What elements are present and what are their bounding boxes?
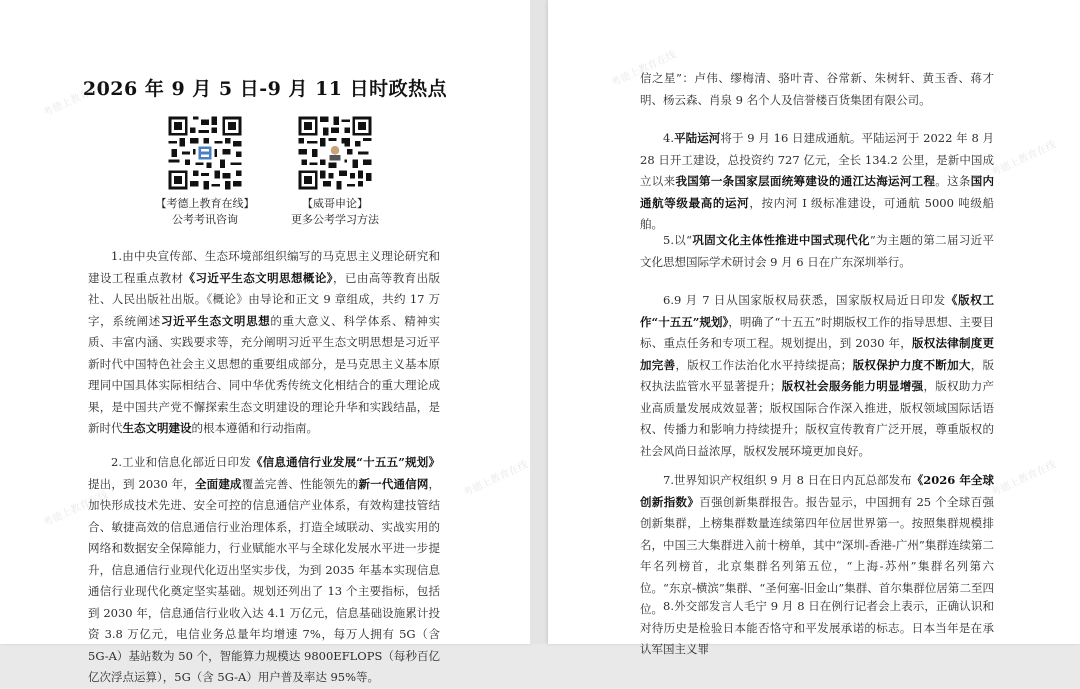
text-run: 的重大意义、科学体系、精神实质、丰富内涵、实践要求等，充分阐明习近平生态文明思想是习近平新时代中国特色社会主义思想的重要组成部分，是马克思主义基本原理同中国具体实际相结合、同中华优秀传统文化相结合的重大理论成果，是中国共产党不懈探索生态文明建设的理论升华和实践结晶，是新时代 xyxy=(88,313,441,435)
text-run: 覆盖完善、性能领先的 xyxy=(241,476,359,491)
bold-text: 平陆运河 xyxy=(673,131,721,145)
text-run: 提出，到 2030 年， xyxy=(88,476,195,491)
right-page xyxy=(548,0,1080,656)
watermark: 考德上教育在线 xyxy=(989,139,1058,180)
bold-text: 《版权工作“十五五”规划》 xyxy=(640,293,995,329)
text-run: 。这条 xyxy=(935,174,971,188)
bold-text: 国内通航等级最高的运河 xyxy=(640,174,995,210)
text-run: 7.世界知识产权组织 9 月 8 日在日内瓦总部发布 xyxy=(663,473,912,487)
bold-text: 我国第一条国家层面统筹建设的通江达海运河工程 xyxy=(675,174,936,188)
watermark: 考德上教育在线 xyxy=(41,79,110,120)
bold-text: 《2026 年全球创新指数》 xyxy=(640,473,994,509)
text-run: 百强创新集群报告。报告显示，中国拥有 25 个全球百强创新集群，上榜集群数量连续第四年位居世界第一。按照集群规模排名，中国三大集群进入前十榜单，其中“深圳-香港-广州”集群连续第二年名列榜首，北京集群名列第五位，“上海-苏州”集群名列第六位。“东京-横滨”集群、“圣何塞-旧金山”集群、首尔集群位居第二至四位。 xyxy=(640,494,994,616)
news-item-5 xyxy=(640,230,994,273)
text-run: ”为主题的第二届习近平文化思想国际学术研讨会 9 月 6 日在广东深圳举行。 xyxy=(640,233,994,269)
page-gutter xyxy=(530,0,548,644)
qr-label-name: 【考德上教育在线】 xyxy=(155,197,255,210)
bold-text: 版权保护力度不断加大 xyxy=(852,357,971,372)
text-run: ，版权执法监管水平显著提升； xyxy=(640,357,995,393)
bold-text: 生态文明建设 xyxy=(122,421,192,435)
qr-code-block-essay xyxy=(270,114,400,228)
bold-text: 全面建成 xyxy=(194,476,242,491)
watermark: 考德上教育在线 xyxy=(461,459,530,500)
watermark: 考德上教育在线 xyxy=(609,49,678,90)
qr-label-desc: 更多公考学习方法 xyxy=(291,213,379,226)
bold-text: 版权社会服务能力明显增强 xyxy=(781,379,924,393)
qr-label-desc: 公考考讯咨询 xyxy=(172,213,238,226)
left-page xyxy=(0,0,530,684)
bold-text: 习近平生态文明思想 xyxy=(160,313,271,328)
news-item-8 xyxy=(640,596,994,661)
bold-text: 《习近平生态文明思想概论》 xyxy=(183,270,333,285)
text-run: ，按内河 I 级标准建设，可通航 5000 吨级船舶。 xyxy=(640,195,994,231)
qr-label-name: 【威哥申论】 xyxy=(302,197,368,210)
qr-code-icon xyxy=(166,114,244,192)
text-run: 将于 9 月 16 日建成通航。平陆运河于 2022 年 8 月 28 日开工建设，总投资约 727 亿元，全长 134.2 公里，是新中国成立以来 xyxy=(640,131,995,188)
text-run: ，明确了“十五五”时期版权工作的指导思想、主要目标、重点任务和专项工程。规划提出，到 2030 年， xyxy=(640,314,994,350)
text-run: 8.外交部发言人毛宁 9 月 8 日在例行记者会上表示，正确认识和对待历史是检验日本能否恪守和平发展承诺的标志。日本当年是在承认军国主义罪 xyxy=(640,599,994,656)
watermark: 考德上教育在线 xyxy=(989,459,1058,500)
bold-text: 版权法律制度更加完善 xyxy=(640,336,994,372)
text-run: ，版权工作法治化水平持续提高； xyxy=(675,357,853,372)
watermark: 考德上教育在线 xyxy=(41,489,110,530)
page-title: 2026 年 9 月 5 日-9 月 11 日时政热点 xyxy=(82,78,448,100)
text-run: ，版权助力产业高质量发展成效显著；版权国际合作深入推进，版权领域国际话语权、传播力和影响力持续提升；版权宣传教育广泛开展，尊重版权的社会风尚日益浓厚，版权发展环境更加良好。 xyxy=(640,379,995,458)
text-run: 6.9 月 7 日从国家版权局获悉，国家版权局近日印发 xyxy=(663,293,946,307)
bold-text: 《信息通信行业发展“十五五”规划》 xyxy=(250,455,440,469)
text-run: 2.工业和信息化部近日印发 xyxy=(111,455,251,469)
text-run: ，已由高等教育出版社、人民出版社出版。《概论》由导论和正文 9 章组成，共约 17 万字，系统阐述 xyxy=(88,270,441,328)
qr-code-icon xyxy=(296,114,374,192)
text-run: 4. xyxy=(663,131,674,145)
text-run: 1.由中央宣传部、生态环境部组织编写的马克思主义理论研究和建设工程重点教材 xyxy=(88,249,440,285)
news-item-4 xyxy=(640,128,994,236)
news-item-6 xyxy=(640,290,994,462)
text-run: 的根本遵循和行动指南。 xyxy=(191,421,318,435)
news-item-1 xyxy=(88,246,440,440)
bold-text: 新一代通信网 xyxy=(358,476,429,491)
bold-text: 巩固文化主体性推进中国式现代化 xyxy=(692,233,870,247)
news-item-3-continued xyxy=(640,68,994,111)
news-item-2 xyxy=(88,452,440,689)
text-run: 信之星”：卢伟、缪梅清、骆叶青、谷常新、朱树轩、黄玉香、蒋才明、杨云森、肖泉 9 名个人及信誉楼百货集团有限公司。 xyxy=(640,71,994,107)
qr-code-block-education xyxy=(140,114,270,228)
text-run: ，加快形成技术先进、安全可控的信息通信产业体系，有效构建技管结合、敏捷高效的信息通信行业治理体系，打造全域联动、实战实用的网络和数据安全保障能力，行业赋能水平与全球化发展水平进一步提升，信息通信行业现代化迈出坚实步伐，为到 2035 年基本实现信息通信行业现代化奠定坚实基础。规划还列出了 13 个主要指标，包括到 2030 年，信息通信行业收入达 4.1 万亿元，信息基础设施累计投资 3.8 万亿元，电信业务总量年均增速 7%，每万人拥有 5G（含 5G-A）基站数为 50 个，智能算力规模达 9800EFLOPS（每秒百亿亿次浮点运算），5G（含 5G-A）用户普及率达 95%等。 xyxy=(88,476,441,684)
text-run: 5.以“ xyxy=(663,233,693,247)
